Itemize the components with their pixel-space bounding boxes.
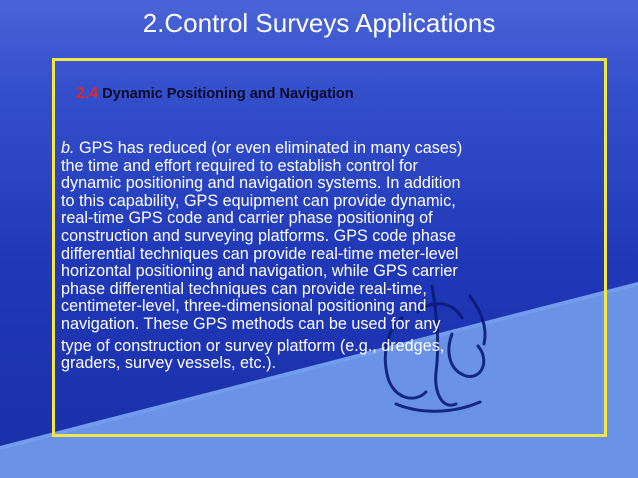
paragraph-line: centimeter-level, three-dimensional positioning and	[61, 297, 427, 316]
paragraph-line: to this capability, GPS equipment can provide dynamic,	[61, 191, 456, 210]
paragraph-line: horizontal positioning and navigation, while GPS carrier	[61, 262, 458, 281]
section-number: 2.4	[76, 85, 99, 102]
paragraph-line: dynamic positioning and navigation systems. In addition	[61, 174, 461, 193]
paragraph-line: differential techniques can provide real-time meter-level	[61, 244, 459, 263]
paragraph-line: real-time GPS code and carrier phase positioning of	[61, 209, 433, 228]
paragraph-marker: b.	[61, 139, 75, 157]
section-heading	[76, 84, 354, 104]
slide-title: 2.Control Surveys Applications	[142, 8, 496, 38]
paragraph-line: navigation. These GPS methods can be used for any	[61, 314, 441, 333]
paragraph-line: the time and effort required to establish control for	[61, 156, 418, 175]
paragraph-line: type of construction or survey platform (e.g., dredges,	[61, 336, 445, 355]
paragraph-line-text: GPS has reduced (or even eliminated in many cases)	[74, 139, 463, 157]
paragraph-line: construction and surveying platforms. GPS code phase	[61, 226, 457, 245]
paragraph-line: phase differential techniques can provide real-time,	[61, 279, 427, 298]
body-paragraph	[61, 140, 601, 373]
paragraph-line: graders, survey vessels, etc.).	[61, 354, 277, 373]
paragraph-line	[61, 140, 601, 158]
section-title: Dynamic Positioning and Navigation	[102, 86, 354, 102]
